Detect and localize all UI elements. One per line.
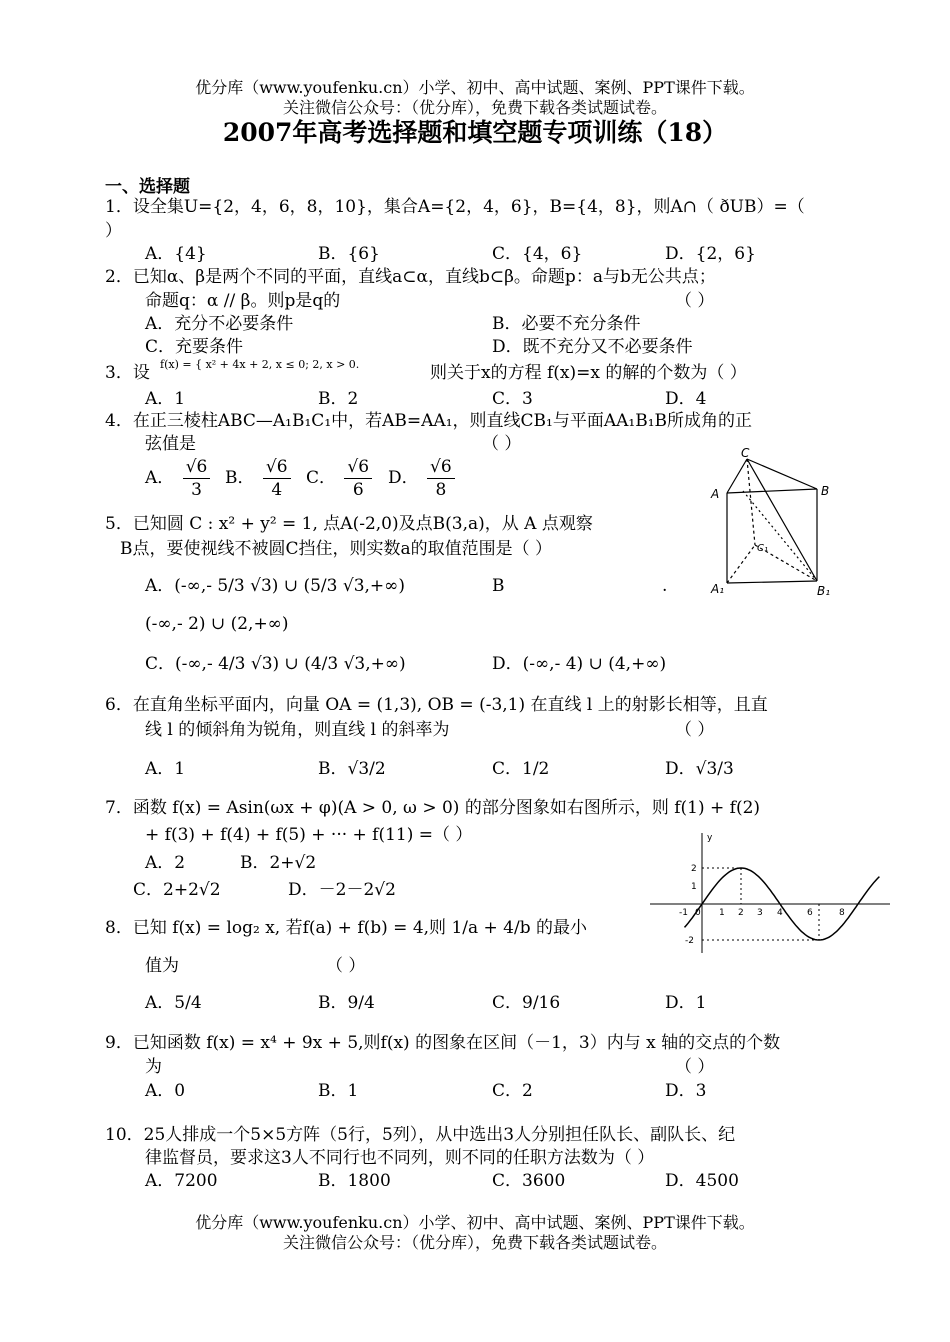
q10-option-b: B．1800	[318, 1171, 391, 1191]
q3-stem-pre: 3．设	[105, 363, 150, 383]
q10-stem-1: 10．25人排成一个5×5方阵（5行，5列），从中选出3人分别担任队长、副队长、纪	[105, 1125, 736, 1145]
q7-stem-2: + f(3) + f(4) + f(5) + ··· + f(11) =（ ）	[145, 825, 473, 845]
x-tick-2: 2	[738, 908, 744, 918]
q4-option-a-label: A．	[145, 468, 175, 488]
q9-stem-1: 9．已知函数 f(x) = x⁴ + 9x + 5,则f(x) 的图象在区间（－1，3）内与 x 轴的交点的个数	[105, 1033, 781, 1053]
edge-ac	[727, 459, 747, 493]
q2-stem-2: 命题q：α // β。则p是q的	[145, 291, 341, 311]
q6-answer-paren: （ ）	[675, 720, 715, 740]
q4-option-d	[388, 456, 458, 501]
q1-option-c: C．{4，6}	[492, 244, 583, 264]
fraction-numerator: √6	[344, 456, 372, 479]
y-tick-neg2: -2	[685, 936, 694, 946]
fraction-numerator: √6	[263, 456, 291, 479]
q9-option-c: C．2	[492, 1081, 533, 1101]
q1-stem: 1．设全集U={2，4，6，8，10}，集合A={2，4，6}，B={4，8}，则A∩（ ðUB）=（	[105, 197, 805, 217]
prism-figure	[705, 445, 845, 600]
q5-option-d: D．(-∞,- 4) ∪ (4,+∞)	[492, 654, 667, 674]
q4-option-d-fraction	[427, 456, 455, 501]
q4-option-c	[306, 456, 375, 501]
q4-option-d-label: D．	[388, 468, 419, 488]
q10-option-c: C．3600	[492, 1171, 566, 1191]
q4-option-b	[225, 456, 294, 501]
q5-option-b-dot: .	[662, 576, 668, 596]
section-heading: 一、选择题	[105, 177, 190, 197]
q8-stem-2: 值为	[145, 956, 179, 976]
q10-option-a: A．7200	[145, 1171, 218, 1191]
q2-option-d: D．既不充分又不必要条件	[492, 337, 693, 357]
q1-stem-end: ）	[105, 221, 122, 241]
q8-stem-1: 8．已知 f(x) = log₂ x, 若f(a) + f(b) = 4,则 1/a + 4/b 的最小	[105, 918, 588, 938]
footer-line-1: 优分库（www.youfenku.cn）小学、初中、高中试题、案例、PPT课件下载。	[195, 1213, 755, 1232]
q1-option-b: B．{6}	[318, 244, 380, 264]
q8-option-d: D．1	[665, 993, 707, 1013]
edge-a1c1	[727, 545, 755, 583]
q4-stem-1: 4．在正三棱柱ABC—A₁B₁C₁中，若AB=AA₁，则直线CB₁与平面AA₁B₁B所成角的正	[105, 411, 752, 431]
label-a1: A₁	[711, 582, 725, 596]
q7-option-a: A．2	[145, 853, 186, 873]
x-tick-6: 6	[807, 908, 813, 918]
x-tick-3: 3	[757, 908, 763, 918]
label-b1: B₁	[817, 584, 831, 598]
edge-cb	[747, 459, 817, 489]
q5-option-b-value: (-∞,- 2) ∪ (2,+∞)	[145, 614, 289, 634]
q10-option-d: D．4500	[665, 1171, 739, 1191]
page-title: 2007年高考选择题和填空题专项训练（18）	[222, 118, 728, 147]
x-tick-8: 8	[839, 908, 845, 918]
q9-option-d: D．3	[665, 1081, 707, 1101]
edge-cb1	[747, 459, 817, 581]
footer-line-2: 关注微信公众号：（优分库），免费下载各类试题试卷。	[282, 1233, 667, 1252]
q4-option-b-fraction	[263, 456, 291, 501]
x-tick-4: 4	[777, 908, 783, 918]
q3-option-a: A．1	[145, 389, 186, 409]
label-b: B	[821, 484, 830, 498]
fraction-denominator: 8	[435, 480, 447, 500]
x-tick-0: 0	[695, 908, 701, 918]
sine-graph-figure	[645, 828, 895, 958]
q4-answer-paren: （ ）	[482, 434, 522, 454]
q1-option-a: A．{4}	[145, 244, 207, 264]
q7-option-d: D．－2－2√2	[288, 880, 396, 900]
fraction-numerator: √6	[183, 456, 211, 479]
header-line-1: 优分库（www.youfenku.cn）小学、初中、高中试题、案例、PPT课件下载。	[195, 78, 755, 97]
q5-option-a: A．(-∞,- 5/3 √3) ∪ (5/3 √3,+∞)	[145, 576, 405, 596]
fraction-denominator: 4	[271, 480, 283, 500]
label-c1: C₁	[757, 543, 768, 554]
q6-stem-2: 线 l 的倾斜角为锐角，则直线 l 的斜率为	[145, 720, 450, 740]
q4-option-b-label: B．	[225, 468, 255, 488]
q2-option-a: A．充分不必要条件	[145, 314, 294, 334]
q6-option-d: D．√3/3	[665, 759, 734, 779]
fraction-numerator: √6	[427, 456, 455, 479]
q2-option-c: C．充要条件	[145, 337, 244, 357]
q3-piecewise-function: f(x) = { x² + 4x + 2, x ≤ 0; 2, x > 0.	[160, 358, 360, 371]
q7-option-c: C．2+2√2	[133, 880, 221, 900]
edge-ab	[727, 489, 817, 493]
fraction-denominator: 6	[352, 480, 364, 500]
q8-option-b: B．9/4	[318, 993, 375, 1013]
fraction-denominator: 3	[191, 480, 202, 500]
q3-stem-post: 则关于x的方程 f(x)=x 的解的个数为（ ）	[430, 363, 747, 383]
q4-option-a	[145, 456, 213, 501]
q7-stem-1: 7．函数 f(x) = Asin(ωx + φ)(A > 0, ω > 0) 的部分图象如右图所示，则 f(1) + f(2)	[105, 798, 761, 818]
header-line-2: 关注微信公众号：（优分库），免费下载各类试题试卷。	[282, 98, 667, 117]
edge-mid-b1	[743, 491, 817, 581]
q6-option-b: B．√3/2	[318, 759, 386, 779]
q2-answer-paren: （ ）	[675, 291, 715, 311]
q1-option-d: D．{2，6}	[665, 244, 756, 264]
q10-stem-2: 律监督员，要求这3人不同行也不同列，则不同的任职方法数为（ ）	[145, 1148, 655, 1168]
q5-option-c: C．(-∞,- 4/3 √3) ∪ (4/3 √3,+∞)	[145, 654, 406, 674]
q4-stem-2: 弦值是	[145, 434, 196, 454]
q9-option-b: B．1	[318, 1081, 359, 1101]
edge-a1b1	[727, 581, 817, 583]
x-tick-1: 1	[719, 908, 725, 918]
q5-stem-2: B点，要使视线不被圆C挡住，则实数a的取值范围是（ ）	[120, 539, 553, 559]
q6-stem-1: 6．在直角坐标平面内，向量 OA = (1,3), OB = (-3,1) 在直线 l 上的射影长相等，且直	[105, 695, 768, 715]
q4-option-c-label: C．	[306, 468, 337, 488]
x-tick-neg1: -1	[679, 908, 688, 918]
q9-stem-2: 为	[145, 1057, 162, 1077]
q2-stem-1: 2．已知α、β是两个不同的平面，直线a⊂α，直线b⊂β。命题p：a与b无公共点；	[105, 267, 716, 287]
q2-option-b: B．必要不充分条件	[492, 314, 641, 334]
q4-option-a-fraction	[183, 456, 211, 501]
y-tick-2: 2	[691, 864, 697, 874]
q6-option-a: A．1	[145, 759, 186, 779]
q4-option-c-fraction	[344, 456, 372, 501]
q7-option-b: B．2+√2	[240, 853, 317, 873]
y-tick-1: 1	[691, 882, 697, 892]
q3-option-d: D．4	[665, 389, 707, 409]
q9-option-a: A．0	[145, 1081, 186, 1101]
q5-stem-1: 5．已知圆 C : x² + y² = 1, 点A(-2,0)及点B(3,a)，从 A 点观察	[105, 514, 593, 534]
q3-option-c: C．3	[492, 389, 533, 409]
q5-option-b-label: B	[492, 576, 505, 596]
q8-answer-paren: （ ）	[326, 956, 366, 976]
q3-option-b: B．2	[318, 389, 359, 409]
q6-option-c: C．1/2	[492, 759, 550, 779]
q8-option-c: C．9/16	[492, 993, 561, 1013]
label-c: C	[741, 446, 750, 460]
label-a: A	[711, 487, 720, 501]
q9-answer-paren: （ ）	[675, 1057, 715, 1077]
q8-option-a: A．5/4	[145, 993, 202, 1013]
y-axis-label: y	[707, 833, 713, 843]
